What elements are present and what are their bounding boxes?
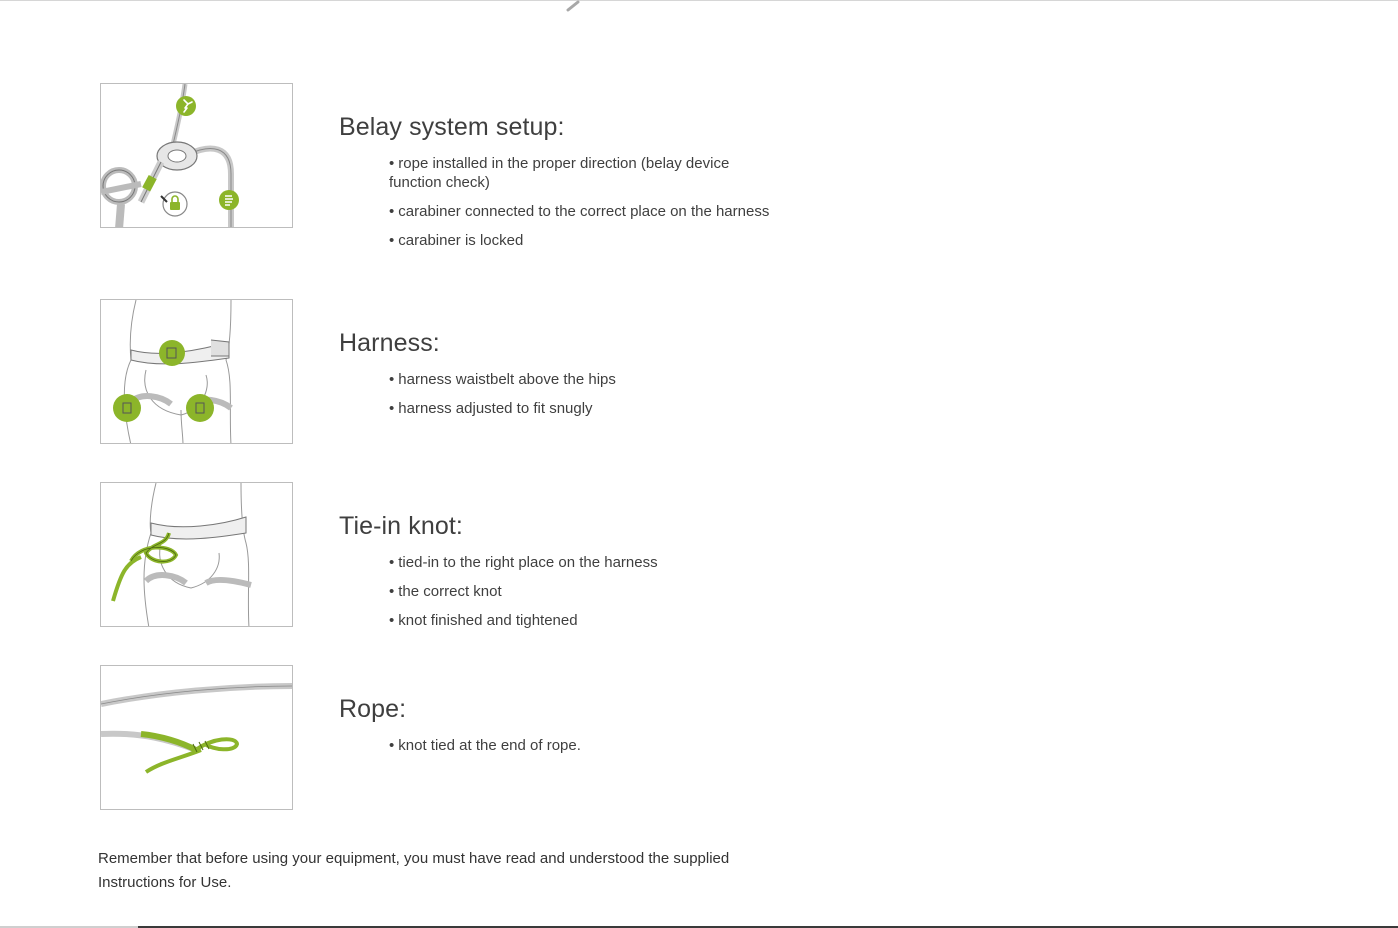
tie-in-knot-illustration (100, 482, 293, 627)
section-belay-setup (100, 83, 800, 273)
top-divider (0, 0, 1398, 1)
checklist (389, 736, 779, 765)
list-item: • rope installed in the proper direction (belay device function check) (389, 155, 730, 191)
rope-illustration (100, 665, 293, 810)
section-title: Harness: (339, 329, 440, 357)
section-title: Belay system setup: (339, 113, 565, 141)
rope-fragment-illustration (560, 0, 600, 12)
list-item: • knot finished and tightened (389, 612, 578, 629)
list-item: • harness waistbelt above the hips (389, 371, 616, 388)
section-title: Rope: (339, 695, 407, 723)
list-item: • harness adjusted to fit snugly (389, 400, 593, 417)
check-point-icon (113, 394, 141, 422)
section-harness (100, 299, 800, 449)
list-item: • carabiner connected to the correct place on the harness (389, 203, 770, 220)
brake-hand-icon (219, 190, 239, 210)
belay-setup-illustration (100, 83, 293, 228)
checklist (389, 154, 779, 260)
list-item: • knot tied at the end of rope. (389, 737, 581, 754)
checklist (389, 370, 779, 428)
check-point-icon (186, 394, 214, 422)
section-title: Tie-in knot: (339, 512, 463, 540)
list-item: • carabiner is locked (389, 232, 524, 249)
harness-illustration (100, 299, 293, 444)
instructions-reminder: Remember that before using your equipment, you must have read and understood the supplied Instructions for Use. (98, 850, 730, 891)
section-tie-in-knot (100, 482, 800, 632)
list-item: • tied-in to the right place on the harness (389, 554, 658, 571)
check-point-icon (159, 340, 185, 366)
checklist (389, 553, 779, 640)
list-item: • the correct knot (389, 583, 502, 600)
section-rope (100, 665, 800, 815)
